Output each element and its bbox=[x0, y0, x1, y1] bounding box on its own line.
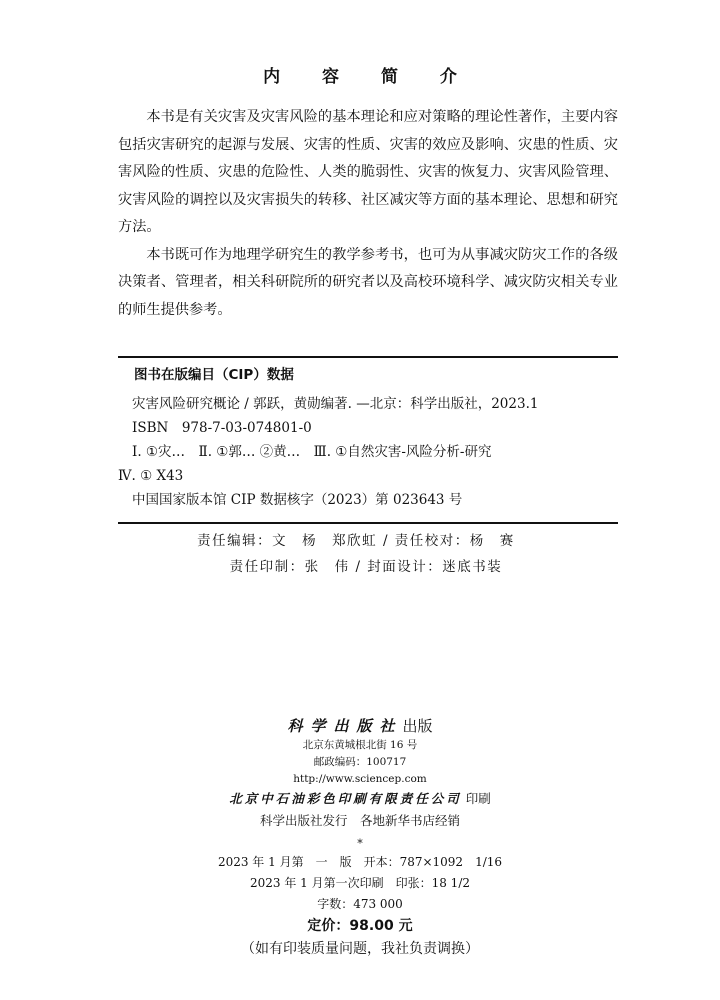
word-count: 字数：473 000 bbox=[317, 897, 403, 911]
printing-info: 2023 年 1 月第一次印刷 印张：18 1/2 bbox=[249, 876, 470, 890]
page-title: 内 容 简 介 bbox=[263, 67, 475, 87]
cip-classification: Ⅰ. ①灾… Ⅱ. ①郭… ②黄… Ⅲ. ①自然灾害-风险分析-研究 bbox=[132, 444, 492, 460]
summary-section bbox=[118, 104, 618, 324]
credits-section bbox=[0, 528, 720, 580]
cip-classification-cont: Ⅳ. ① X43 bbox=[118, 468, 184, 484]
credits-production: 责任印制：张 伟 / 封面设计：迷底书装 bbox=[229, 559, 503, 575]
cip-isbn: ISBN 978-7-03-074801-0 bbox=[132, 420, 312, 436]
quality-note: （如有印装质量问题，我社负责调换） bbox=[241, 941, 479, 957]
cip-block bbox=[118, 356, 618, 524]
publisher-postcode: 邮政编码：100717 bbox=[313, 756, 407, 768]
summary-paragraph: 本书既可作为地理学研究生的教学参考书，也可为从事减灾防灾工作的各级决策者、管理者，相关科研院所的研究者以及高校环境科学、减灾防灾相关专业的师生提供参考。 bbox=[118, 246, 618, 318]
imprint-section bbox=[0, 715, 720, 961]
cip-title-line: 灾害风险研究概论 / 郭跃，黄勋编著. —北京：科学出版社，2023.1 bbox=[132, 396, 539, 412]
printer-line bbox=[0, 788, 720, 810]
publisher-website: http://www.sciencep.com bbox=[293, 773, 427, 785]
edition-info: 2023 年 1 月第 一 版 开本：787×1092 1/16 bbox=[217, 855, 503, 869]
printer-suffix: 印刷 bbox=[465, 791, 491, 806]
distribution: 科学出版社发行 各地新华书店经销 bbox=[259, 813, 460, 828]
publisher-name: 科学出版社 bbox=[287, 717, 403, 735]
credits-editors: 责任编辑：文 杨 郑欣虹 / 责任校对：杨 赛 bbox=[197, 533, 515, 549]
cip-heading: 图书在版编目（CIP）数据 bbox=[134, 367, 294, 383]
publisher-suffix: 出版 bbox=[402, 717, 433, 735]
publisher-line bbox=[0, 715, 720, 737]
printer-name: 北京中石油彩色印刷有限责任公司 bbox=[229, 791, 462, 806]
cip-bottom-rule bbox=[118, 512, 618, 524]
price: 定价：98.00 元 bbox=[307, 918, 413, 934]
separator-star: * bbox=[357, 837, 363, 850]
cip-number: 中国国家版本馆 CIP 数据核字（2023）第 023643 号 bbox=[132, 492, 463, 508]
summary-paragraph: 本书是有关灾害及灾害风险的基本理论和应对策略的理论性著作，主要内容包括灾害研究的起源与发展、灾害的性质、灾害的效应及影响、灾患的性质、灾害风险的性质、灾患的危险性、人类的脆弱性、灾害的恢复力、灾害风险管理、灾害风险的调控以及灾害损失的转移、社区减灾等方面的基本理论、思想和研究方法。 bbox=[118, 109, 618, 235]
publisher-address: 北京东黄城根北街 16 号 bbox=[302, 739, 418, 751]
